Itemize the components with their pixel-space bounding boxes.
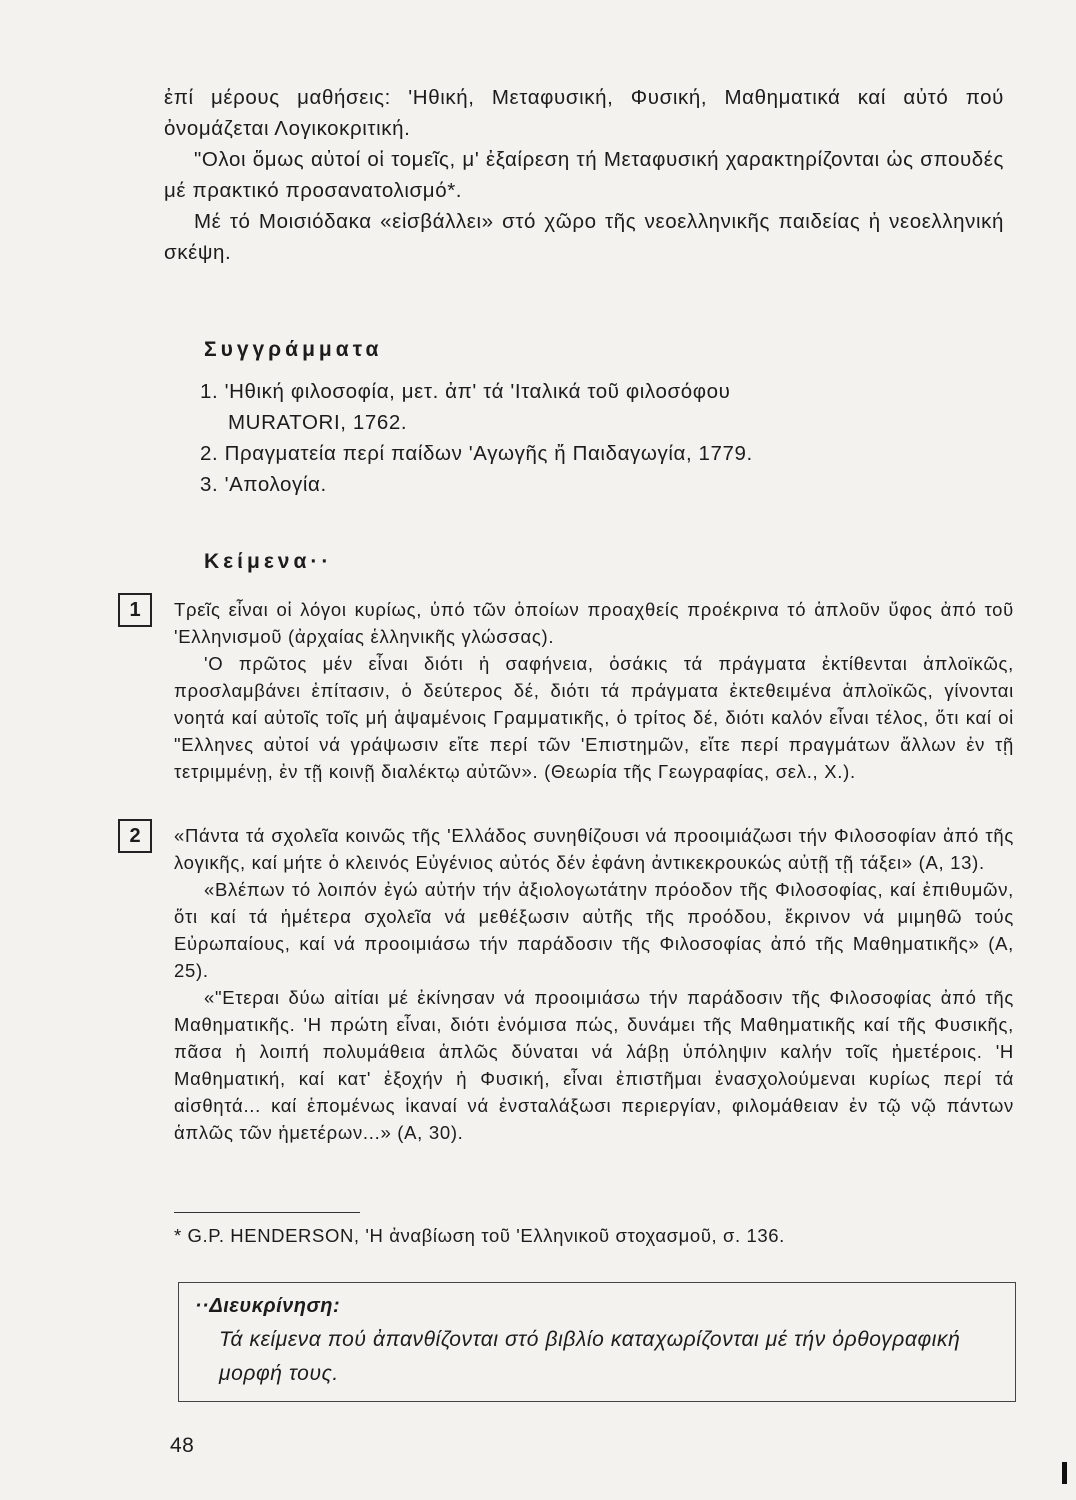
intro-text	[164, 82, 1004, 268]
works-item-continuation: MURATORI, 1762.	[228, 411, 408, 434]
footnote-divider	[174, 1212, 360, 1213]
excerpt-2	[174, 822, 1014, 1146]
page-number: 48	[170, 1434, 195, 1457]
excerpt-1	[174, 596, 1014, 785]
works-item: 2. Πραγματεία περί παίδων 'Αγωγῆς ἤ Παιδαγωγία, 1779.	[200, 442, 753, 465]
works-heading: Συγγράμματα	[204, 338, 383, 361]
excerpt-paragraph: «Βλέπων τό λοιπόν ἐγώ αὐτήν τήν ἀξιολογωτάτην πρόοδον τῆς Φιλοσοφίας, καί ἐπιθυμῶν, ὅτι καί τά ἡμέτερα σχολεῖα νά μεθέξωσιν αὐτῆς τῆς προόδου, ἔκρινον νά μιμηθῶ τούς Εὐρωπαίους, καί νά προοιμιάσω τήν παράδοσιν τῆς Φιλοσοφίας ἀπό τῆς Μαθηματικῆς» (Α, 25).	[174, 879, 1014, 981]
excerpt-paragraph: Τρεῖς εἶναι οἱ λόγοι κυρίως, ὑπό τῶν ὁποίων προαχθείς προέκρινα τό ἁπλοῦν ὕφος ἀπό τοῦ 'Ελληνισμοῦ (ἀρχαίας ἑλληνικῆς γλώσσας).	[174, 599, 1014, 647]
clarification-title: ··Διευκρίνηση:	[195, 1295, 341, 1317]
clarification-box	[178, 1282, 1016, 1402]
excerpt-paragraph: «"Ετεραι δύω αἰτίαι μέ ἐκίνησαν νά προοιμιάσω τήν παράδοσιν τῆς Φιλοσοφίας ἀπό τῆς Μαθηματικῆς. 'Η πρώτη εἶναι, διότι ἐνόμισα πώς, δυνάμει τῆς Μαθηματικῆς καί τῆς Φυσικῆς, πᾶσα ἡ λοιπή πολυμάθεια ἁπλῶς δύναται νά λάβῃ ὑπόληψιν καλήν τοῖς ἡμετέροις. 'Η Μαθηματική, καί κατ' ἐξοχήν ἡ Φυσική, εἶναι ἐπιστῆμαι ἐνασχολούμεναι κυρίως περί τά αἰσθητά... καί ἑπομένως ἱκαναί νά ἐνσταλάξωσι περιεργίαν, φιλομάθειαν ἐν τῷ νῷ πάντων ἁπλῶς τῶν ἡμετέρων...» (Α, 30).	[174, 987, 1014, 1143]
excerpt-paragraph: 'Ο πρῶτος μέν εἶναι διότι ἡ σαφήνεια, ὁσάκις τά πράγματα ἐκτίθενται ἁπλοϊκῶς, προσλαμβάνει ἐπίτασιν, ὁ δεύτερος δέ, διότι τά πράγματα ἐκτεθειμένα ἁπλοϊκῶς, γίνονται νοητά καί αὐτοῖς τοῖς μή ἁψαμένοις Γραμματικῆς, ὁ τρίτος δέ, διότι καλόν εἶναι τέλος, ὅτι καί οἱ "Ελληνες αὐτοί νά γράψωσιν εἴτε περί τῶν 'Επιστημῶν, εἴτε περί πραγμάτων ἄλλων ἐν τῇ τετριμμένῃ, ἐν τῇ κοινῇ διαλέκτῳ αὐτῶν». (Θεωρία τῆς Γεωγραφίας, σελ., Χ.).	[174, 653, 1014, 782]
intro-paragraph: "Ολοι ὅμως αὐτοί οἱ τομεῖς, μ' ἐξαίρεση τή Μεταφυσική χαρακτηρίζονται ὡς σπουδές μέ πρακτικό προσανατολισμό*.	[164, 148, 1004, 202]
works-item: 3. 'Απολογία.	[200, 473, 327, 496]
footnote: * G.P. HENDERSON, 'Η ἀναβίωση τοῦ 'Ελληνικοῦ στοχασμοῦ, σ. 136.	[174, 1225, 785, 1246]
intro-paragraph: Μέ τό Μοισιόδακα «εἰσβάλλει» στό χῶρο τῆς νεοελληνικῆς παιδείας ἡ νεοελληνική σκέψη.	[164, 210, 1004, 264]
works-item: 1. 'Ηθική φιλοσοφία, μετ. ἀπ' τά 'Ιταλικά τοῦ φιλοσόφου	[200, 380, 731, 403]
texts-heading: Κείμενα··	[204, 550, 333, 573]
works-list	[200, 376, 960, 500]
excerpt-paragraph: «Πάντα τά σχολεῖα κοινῶς τῆς 'Ελλάδος συνηθίζουσι νά προοιμιάζωσι τήν Φιλοσοφίαν ἀπό τῆς λογικῆς, καί μήτε ὁ κλεινός Εὐγένιος αὐτός δέν ἐφάνη ἀντικεκρουκώς αὐτῇ τῇ τάξει» (Α, 13).	[174, 825, 1014, 873]
excerpt-number-badge: 1	[118, 593, 152, 627]
clarification-text: Τά κείμενα πού ἀπανθίζονται στό βιβλίο καταχωρίζονται μέ τήν ὀρθογραφική μορφή τους.	[219, 1328, 961, 1385]
intro-paragraph: ἐπί μέρους μαθήσεις: 'Ηθική, Μεταφυσική, Φυσική, Μαθηματικά καί αὐτό πού ὀνομάζεται Λογικοκριτική.	[164, 86, 1004, 140]
excerpt-number-badge: 2	[118, 819, 152, 853]
scan-edge-mark	[1062, 1462, 1067, 1484]
